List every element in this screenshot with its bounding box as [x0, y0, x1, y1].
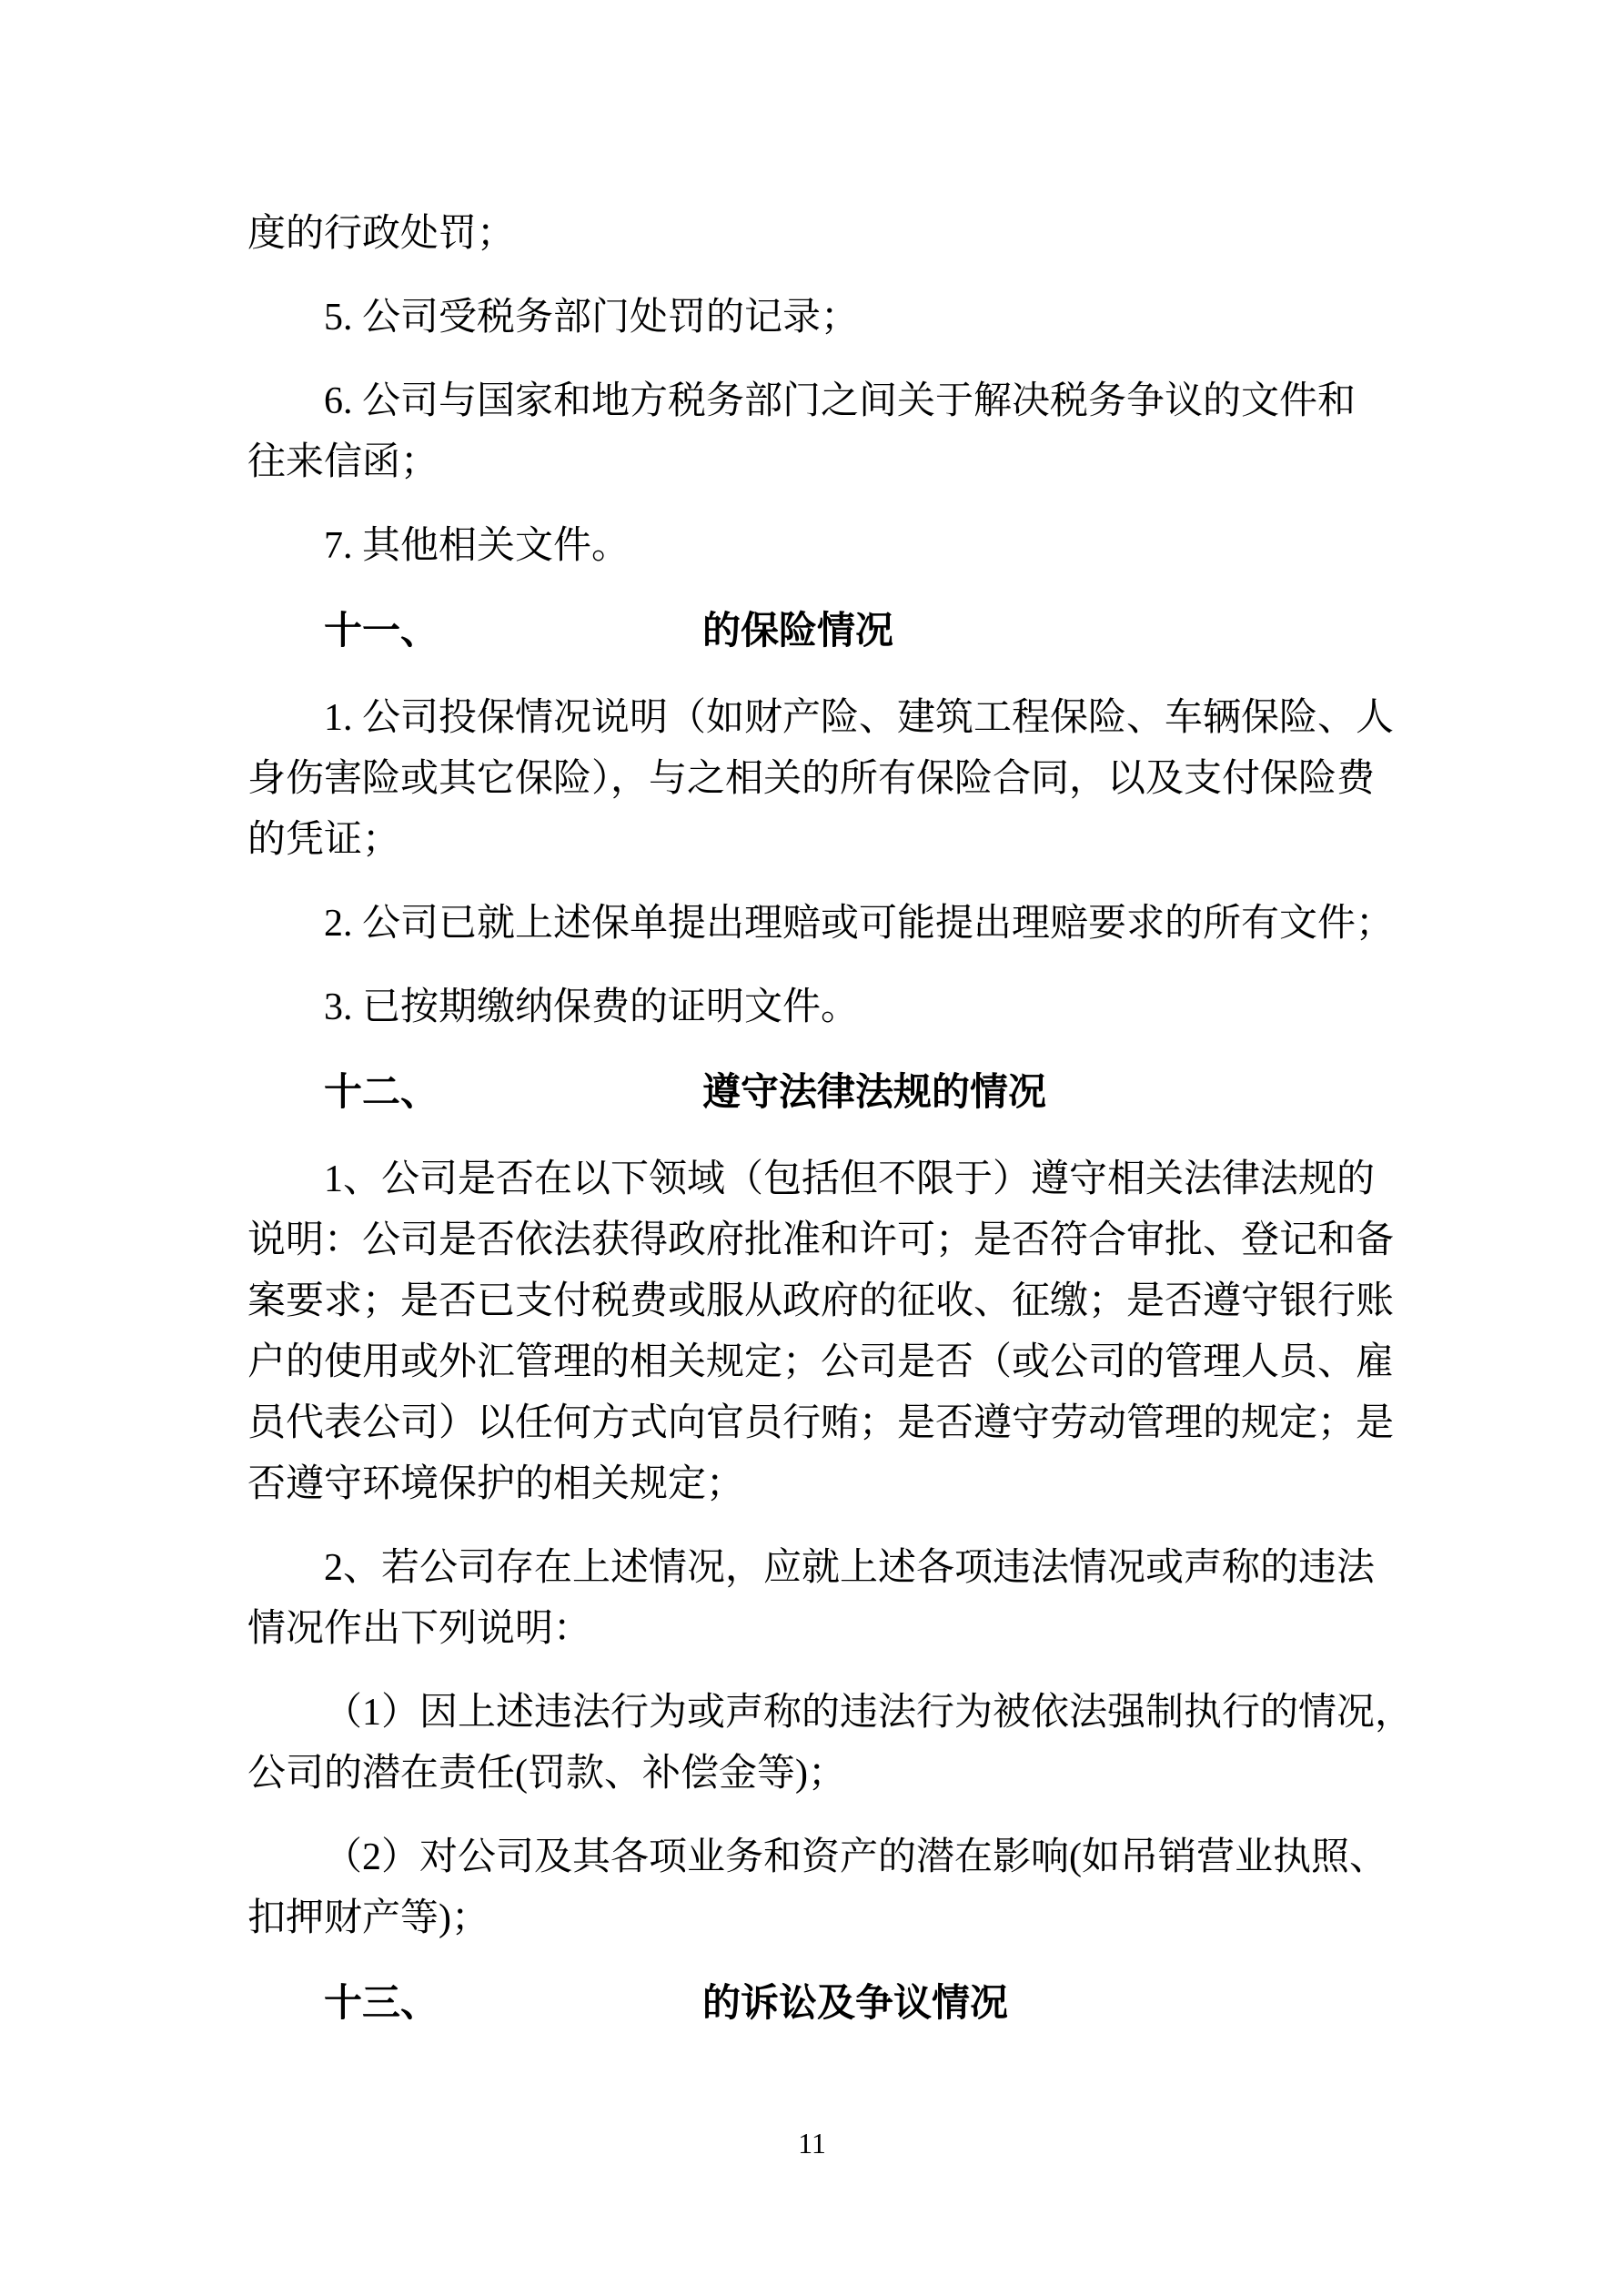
- paragraph: [247, 894, 1395, 955]
- text-line: 1、公司是否在以下领域（包括但不限于）遵守相关法律法规的: [324, 1158, 1376, 1200]
- text-line: 扣押财产等)；: [247, 1897, 489, 1939]
- text-line: 7. 其他相关文件。: [324, 525, 630, 567]
- text-line: 度的行政处罚；: [247, 213, 516, 255]
- section-title: 的诉讼及争议情况: [702, 1981, 1009, 2024]
- paragraph: [247, 977, 1376, 1038]
- text-line: 3. 已按期缴纳保费的证明文件。: [324, 986, 860, 1028]
- text-line: 情况作出下列说明：: [247, 1608, 592, 1650]
- paragraph: [247, 1149, 1395, 1515]
- section-heading: [247, 600, 1376, 663]
- text-line: 往来信函；: [247, 441, 439, 483]
- text-line: 说明：公司是否依法获得政府批准和许可；是否符合审批、登记和备: [247, 1219, 1395, 1261]
- paragraph: [247, 204, 1376, 265]
- text-line: 的凭证；: [247, 819, 401, 861]
- text-line: 2、若公司存在上述情况，应就上述各项违法情况或声称的违法: [324, 1547, 1376, 1589]
- section-number: 十二、: [324, 1072, 439, 1114]
- text-line: 员代表公司）以任何方式向官员行贿；是否遵守劳动管理的规定；是: [247, 1402, 1395, 1444]
- paragraph: [247, 516, 1376, 577]
- page-number: 11: [798, 2127, 826, 2159]
- paragraph: [247, 288, 1376, 349]
- paragraph: [247, 1538, 1376, 1660]
- text-line: 身伤害险或其它保险），与之相关的所有保险合同，以及支付保险费: [247, 758, 1376, 800]
- text-line: 6. 公司与国家和地方税务部门之间关于解决税务争议的文件和: [324, 380, 1357, 422]
- paragraph: [247, 688, 1395, 871]
- section-number: 十三、: [324, 1983, 439, 2025]
- section-heading: [247, 1061, 1376, 1124]
- section-heading: [247, 1972, 1376, 2035]
- text-line: 2. 公司已就上述保单提出理赔或可能提出理赔要求的所有文件；: [324, 903, 1395, 945]
- text-line: 5. 公司受税务部门处罚的记录；: [324, 297, 860, 339]
- text-line: （1）因上述违法行为或声称的违法行为被依法强制执行的情况，: [324, 1692, 1414, 1734]
- paragraph: [247, 1683, 1414, 1805]
- section-number: 十一、: [324, 611, 439, 652]
- paragraph: [247, 371, 1376, 493]
- text-line: 否遵守环境保护的相关规定；: [247, 1463, 745, 1505]
- document-body: [247, 204, 1414, 2060]
- section-title: 遵守法律法规的情况: [702, 1070, 1047, 1113]
- text-line: 1. 公司投保情况说明（如财产险、建筑工程保险、车辆保险、人: [324, 697, 1395, 739]
- paragraph: [247, 1827, 1387, 1949]
- text-line: 户的使用或外汇管理的相关规定；公司是否（或公司的管理人员、雇: [247, 1341, 1395, 1383]
- text-line: 公司的潜在责任(罚款、补偿金等)；: [247, 1753, 846, 1795]
- text-line: （2）对公司及其各项业务和资产的潜在影响(如吊销营业执照、: [324, 1836, 1387, 1878]
- text-line: 案要求；是否已支付税费或服从政府的征收、征缴；是否遵守银行账: [247, 1280, 1395, 1322]
- section-title: 的保险情况: [702, 609, 894, 652]
